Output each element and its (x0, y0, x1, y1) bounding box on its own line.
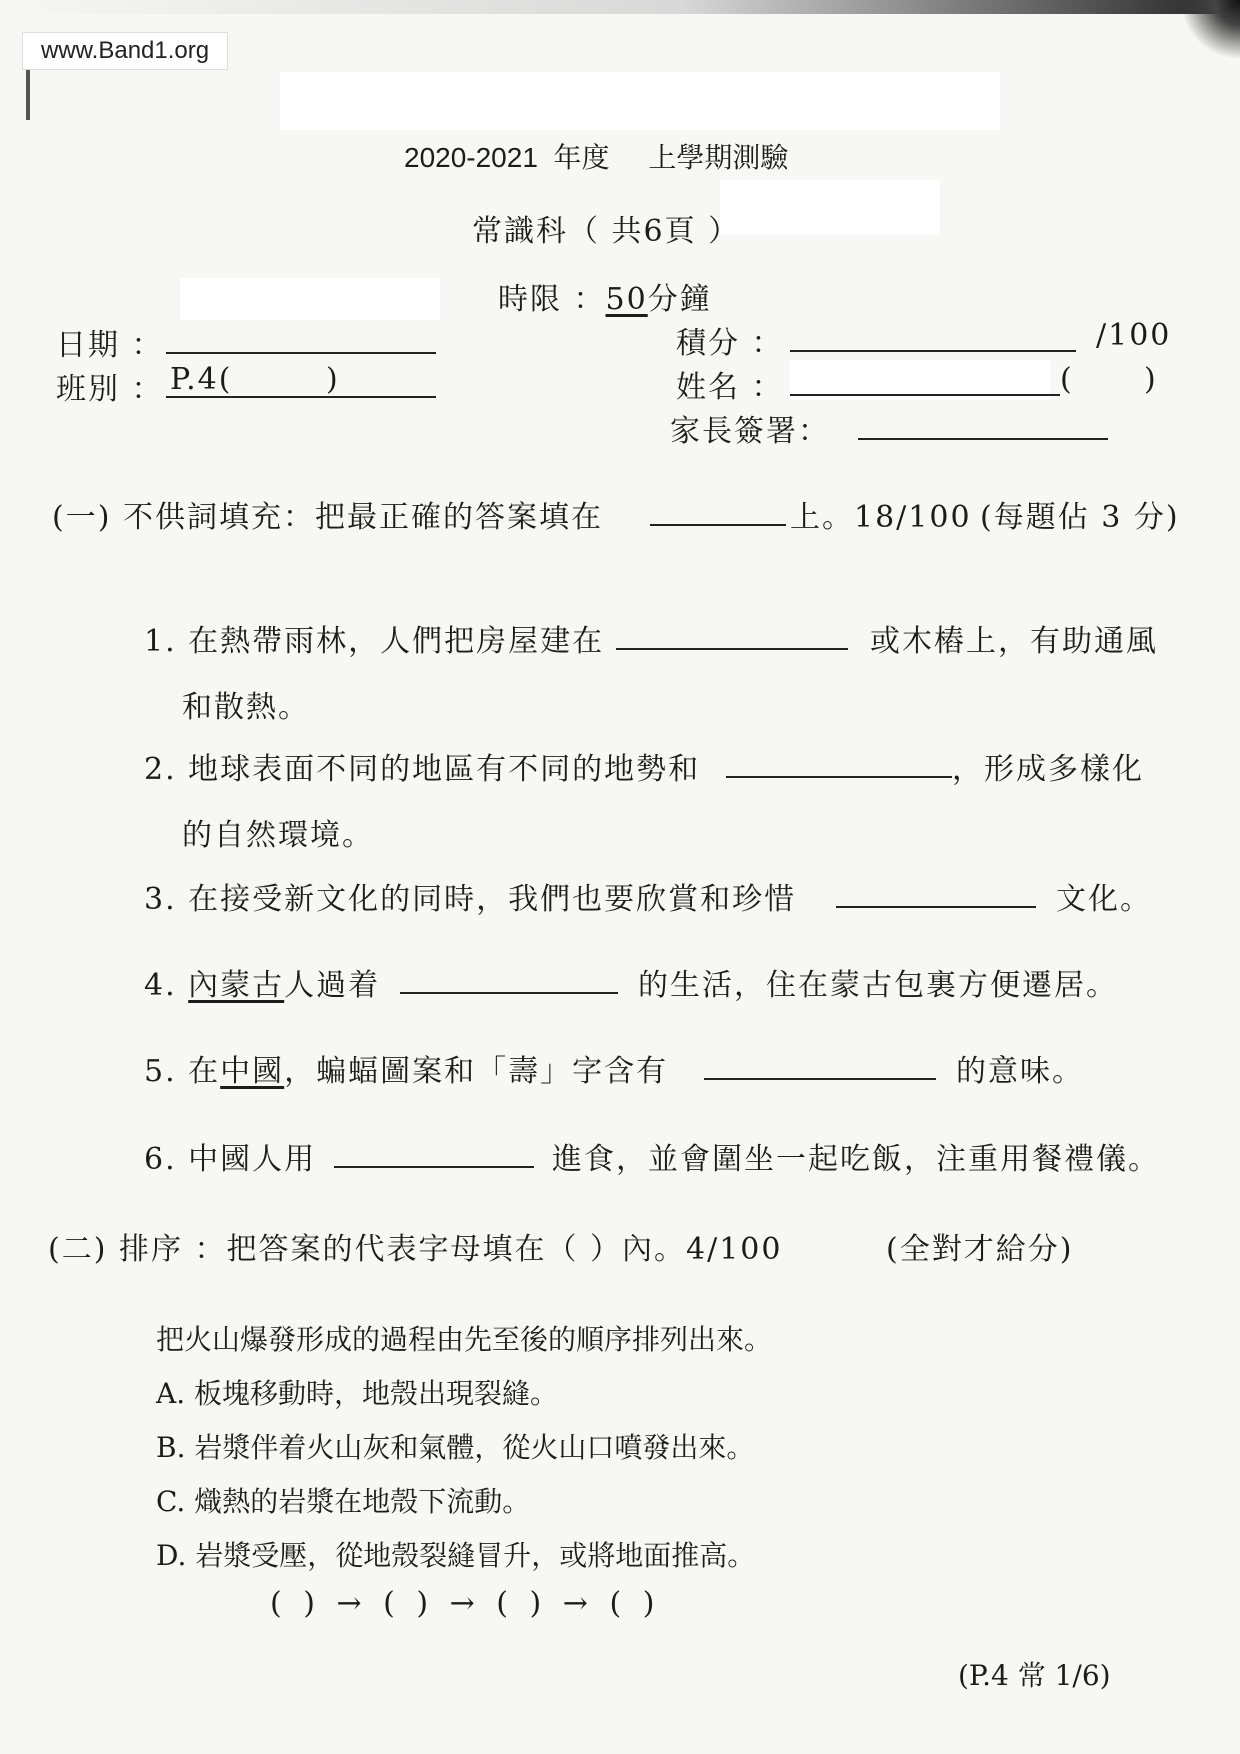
class-field[interactable] (166, 396, 436, 398)
sequence-answer-boxes[interactable]: ( ) → ( ) → ( ) → ( ) (270, 1586, 657, 1621)
question-1-text-3: 和散熱。 (182, 690, 310, 725)
question-4-text: 4. 內蒙古人過着 (144, 968, 381, 1003)
subject-line: 常識科（ 共6頁 ） (472, 214, 741, 249)
section2-score-note: (全對才給分) (886, 1232, 1074, 1267)
scan-edge-shadow (0, 0, 1240, 14)
question-3-text: 3. 在接受新文化的同時，我們也要欣賞和珍惜 (144, 882, 797, 917)
section2-instruction: 把火山爆發形成的過程由先至後的順序排列出來。 (156, 1323, 773, 1356)
question-2-text: 2. 地球表面不同的地區有不同的地勢和 (144, 752, 701, 787)
date-field[interactable] (166, 352, 436, 354)
parent-sign-field[interactable] (858, 438, 1108, 440)
score-field[interactable] (790, 350, 1076, 352)
redaction-school (280, 72, 1000, 130)
page-code: (P.4 常 1/6) (958, 1659, 1111, 1692)
question-5-blank[interactable] (704, 1078, 936, 1080)
option-d: D. 岩漿受壓，從地殼裂縫冒升，或將地面推高。 (156, 1539, 756, 1572)
question-4-text-2: 的生活，住在蒙古包裏方便遷居。 (638, 968, 1118, 1003)
option-b: B. 岩漿伴着火山灰和氣體，從火山口噴發出來。 (156, 1431, 755, 1464)
date-label: 日期 ： (56, 328, 164, 363)
section1-heading-suffix: 上。18/100 (790, 500, 972, 535)
question-6-text: 6. 中國人用 (144, 1142, 317, 1177)
question-3-blank[interactable] (836, 906, 1036, 908)
section1-heading-blank (650, 524, 786, 526)
question-4-blank[interactable] (400, 992, 618, 994)
section1-score-note: (每題佔 3 分) (980, 500, 1180, 535)
score-label: 積分 ： (676, 326, 784, 361)
class-value: P.4( (170, 362, 233, 397)
question-6-blank[interactable] (334, 1166, 534, 1168)
exam-title: 2020-2021 年度 上學期測驗 (404, 142, 789, 173)
redaction-left (180, 278, 440, 320)
question-1-text-2: 或木樁上，有助通風 (870, 624, 1158, 659)
option-a: A. 板塊移動時，地殼出現裂縫。 (156, 1377, 559, 1410)
name-field[interactable] (790, 394, 1060, 396)
section1-heading: (一) 不供詞填充：把最正確的答案填在 (52, 500, 603, 535)
class-number-open: ( (1060, 362, 1074, 397)
section2-heading: (二) 排序 ：把答案的代表字母填在（ ）內。4/100 (48, 1232, 783, 1267)
time-limit: 時限 ：50分鐘 (498, 282, 712, 317)
parent-sign-label: 家長簽署： (670, 414, 830, 449)
question-2-text-3: 的自然環境。 (182, 818, 374, 853)
question-6-text-2: 進食，並會圍坐一起吃飯，注重用餐禮儀。 (552, 1142, 1160, 1177)
scan-corner-shadow (1180, 0, 1240, 60)
question-5-text-2: 的意味。 (956, 1054, 1084, 1089)
class-label: 班別 ： (56, 372, 164, 407)
question-1-blank[interactable] (616, 648, 848, 650)
question-2-text-2: ，形成多樣化 (952, 752, 1144, 787)
name-label: 姓名 ： (676, 370, 784, 405)
question-1-text: 1. 在熱帶雨林，人們把房屋建在 (144, 624, 605, 659)
watermark-label: www.Band1.org (22, 32, 228, 70)
class-close: ) (326, 362, 340, 397)
question-2-blank[interactable] (726, 776, 952, 778)
question-3-text-2: 文化。 (1056, 882, 1152, 917)
class-number-close: ) (1144, 362, 1158, 397)
score-total: /100 (1096, 318, 1172, 353)
redaction-subject-right (720, 180, 940, 235)
question-5-text: 5. 在中國，蝙蝠圖案和「壽」字含有 (144, 1054, 669, 1089)
option-c: C. 熾熱的岩漿在地殼下流動。 (156, 1485, 531, 1518)
